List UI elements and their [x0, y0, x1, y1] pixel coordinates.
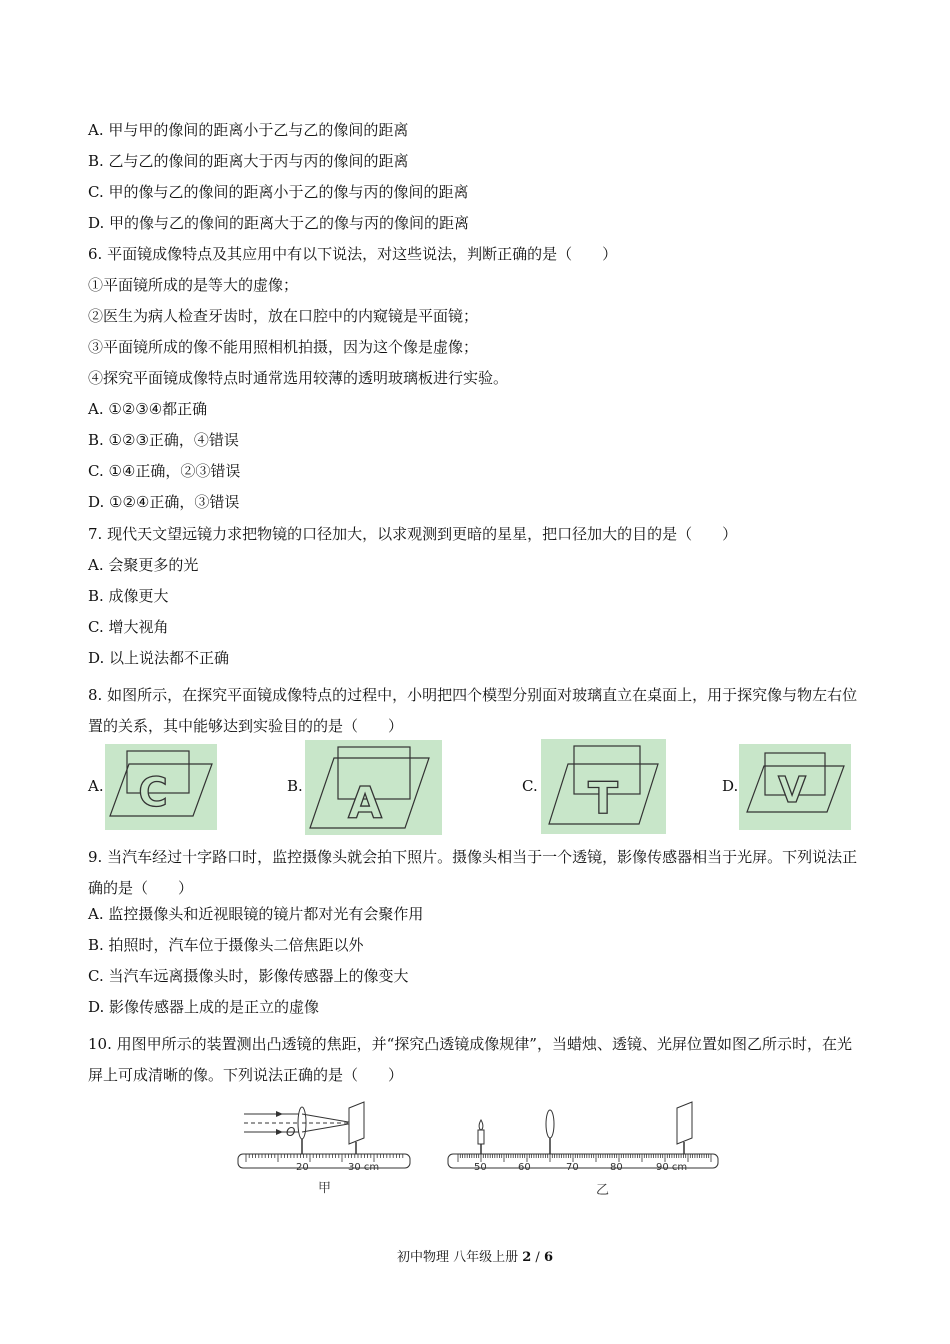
q6-option-b: B. ①②③正确，④错误: [88, 431, 239, 449]
q6-statement-1: ①平面镜所成的是等大的虚像；: [88, 276, 299, 294]
q9-option-c: C. 当汽车远离摄像头时，影像传感器上的像变大: [88, 967, 409, 985]
page-footer: [0, 1246, 950, 1265]
q5-option-a: A. 甲与甲的像间的距离小于乙与乙的像间的距离: [88, 121, 409, 139]
q9-option-d: D. 影像传感器上成的是正立的虚像: [88, 998, 320, 1016]
q7-option-a: A. 会聚更多的光: [88, 556, 199, 574]
lens-center-label: O: [286, 1125, 296, 1139]
q6-statement-2: ②医生为病人检查牙齿时，放在口腔中的内窥镜是平面镜；: [88, 307, 479, 325]
q8-option-c-label: C.: [522, 777, 538, 795]
caption-yi: 乙: [596, 1183, 610, 1198]
q8-stem: 8. 如图所示，在探究平面镜成像特点的过程中，小明把四个模型分别面对玻璃直立在桌面上，用于探究像与物左右位置的关系，其中能够达到实验目的的是（ ）: [88, 686, 858, 735]
tick-label-80: 80: [610, 1162, 623, 1173]
q10-stem: 10. 用图甲所示的装置测出凸透镜的焦距，并“探究凸透镜成像规律”，当蜡烛、透镜、光屏位置如图乙所示时，在光屏上可成清晰的像。下列说法正确的是（ ）: [88, 1035, 852, 1084]
q8-option-c-model: T: [587, 773, 619, 824]
q6-statement-4: ④探究平面镜成像特点时通常选用较薄的透明玻璃板进行实验。: [88, 369, 509, 387]
q6-statement-3: ③平面镜所成的像不能用照相机拍摄，因为这个像是虚像；: [88, 338, 479, 356]
caption-jia: 甲: [318, 1181, 332, 1196]
q8-option-d-model: V: [778, 770, 806, 811]
tick-label-90cm: 90 cm: [656, 1162, 688, 1173]
q8-option-d-figure: [739, 744, 851, 830]
page-total: 6: [543, 1250, 553, 1265]
q7-option-b: B. 成像更大: [88, 587, 169, 605]
tick-label-20: 20: [296, 1162, 309, 1173]
q6-option-d: D. ①②④正确，③错误: [88, 493, 240, 511]
q8-option-a-figure: [105, 744, 217, 830]
q8-option-c-figure: [541, 739, 666, 834]
tick-label-60: 60: [518, 1162, 531, 1173]
q8-option-a-model: C: [138, 770, 168, 816]
q7-stem: 7. 现代天文望远镜力求把物镜的口径加大，以求观测到更暗的星星，把口径加大的目的是（ ）: [88, 525, 738, 543]
q8-option-b-figure: [305, 740, 442, 835]
q8-option-a-label: A.: [88, 777, 104, 795]
q5-option-b: B. 乙与乙的像间的距离大于丙与丙的像间的距离: [88, 152, 409, 170]
q7-option-c: C. 增大视角: [88, 618, 169, 636]
q10-figure-yi: [444, 1100, 724, 1204]
q5-option-c: C. 甲的像与乙的像间的距离小于乙的像与丙的像间的距离: [88, 183, 469, 201]
q5-option-d: D. 甲的像与乙的像间的距离大于乙的像与丙的像间的距离: [88, 214, 470, 232]
tick-label-30cm: 30 cm: [348, 1162, 380, 1173]
page-number: 2: [522, 1250, 532, 1265]
q8-option-b-model: A: [347, 778, 383, 829]
q9-option-b: B. 拍照时，汽车位于摄像头二倍焦距以外: [88, 936, 364, 954]
q9-option-a: A. 监控摄像头和近视眼镜的镜片都对光有会聚作用: [88, 905, 424, 923]
tick-label-50: 50: [474, 1162, 487, 1173]
q8-option-b-label: B.: [287, 777, 303, 795]
page-separator: /: [531, 1250, 544, 1265]
q9-stem: 9. 当汽车经过十字路口时，监控摄像头就会拍下照片。摄像头相当于一个透镜，影像传感器相当于光屏。下列说法正确的是（ ）: [88, 848, 858, 897]
q6-stem: 6. 平面镜成像特点及其应用中有以下说法，对这些说法，判断正确的是（ ）: [88, 245, 618, 263]
footer-text: 初中物理 八年级上册: [396, 1250, 523, 1265]
q10-figure-jia: [236, 1100, 416, 1204]
q8-option-d-label: D.: [722, 777, 739, 795]
tick-label-70: 70: [566, 1162, 579, 1173]
q7-option-d: D. 以上说法都不正确: [88, 649, 230, 667]
q6-option-c: C. ①④正确，②③错误: [88, 462, 241, 480]
q6-option-a: A. ①②③④都正确: [88, 400, 208, 418]
